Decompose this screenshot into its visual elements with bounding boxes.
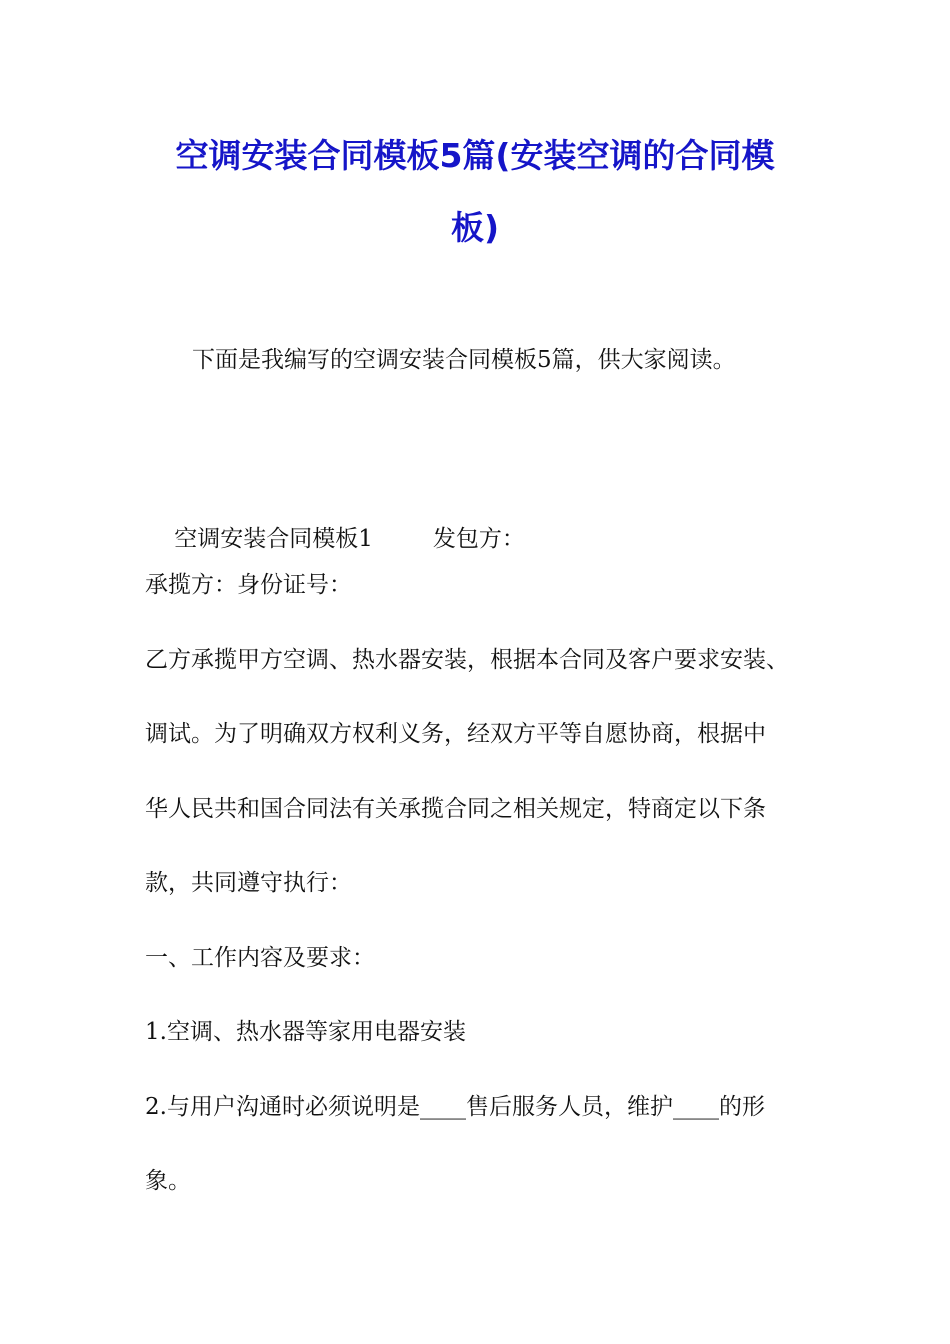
paragraph-line: 1.空调、热水器等家用电器安装 <box>145 1019 466 1045</box>
intro-paragraph: 下面是我编写的空调安装合同模板5篇，供大家阅读。 <box>192 347 736 373</box>
document-title-line-2: 板) <box>450 208 500 247</box>
paragraph-line: 调试。为了明确双方权利义务，经双方平等自愿协商，根据中 <box>145 721 766 747</box>
paragraph-line: 一、工作内容及要求： <box>145 945 375 971</box>
paragraph-line: 承揽方：身份证号： <box>145 572 352 598</box>
paragraph-line: 2.与用户沟通时必须说明是____售后服务人员，维护____的形 <box>145 1094 765 1120</box>
document-title-line-1: 空调安装合同模板5篇(安装空调的合同模 <box>175 136 775 175</box>
contractor-label: 发包方： <box>432 526 525 552</box>
paragraph-line: 乙方承揽甲方空调、热水器安装，根据本合同及客户要求安装、 <box>145 647 789 673</box>
paragraph-line: 象。 <box>145 1168 191 1194</box>
section-title: 空调安装合同模板1 <box>174 526 373 552</box>
paragraph-line: 华人民共和国合同法有关承揽合同之相关规定，特商定以下条 <box>145 796 766 822</box>
paragraph-line: 款，共同遵守执行： <box>145 870 352 896</box>
